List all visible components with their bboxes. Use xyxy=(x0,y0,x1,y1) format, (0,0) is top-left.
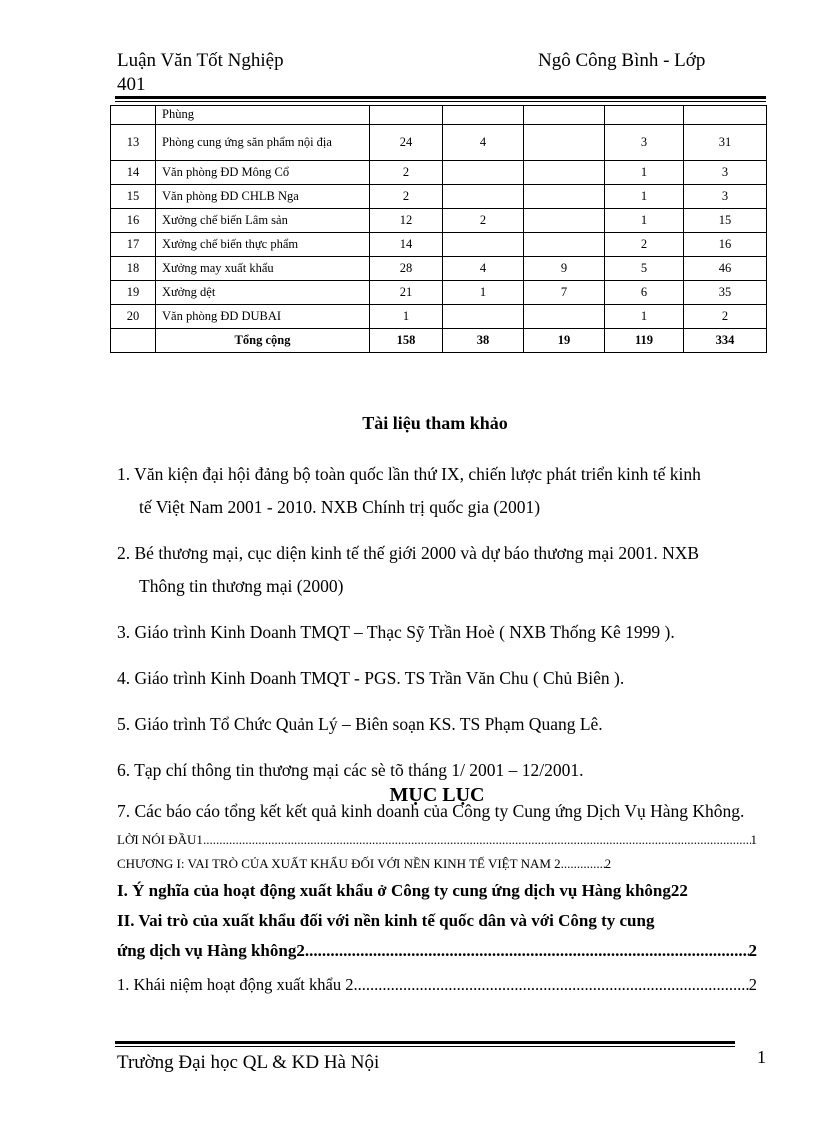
total-cell-label: Tổng cộng xyxy=(156,329,370,353)
table-row xyxy=(111,209,767,233)
table-cell-name: Văn phòng ĐD DUBAI xyxy=(156,305,370,329)
references-list xyxy=(117,458,757,835)
table-cell-c2: 4 xyxy=(443,125,524,161)
table-cell-c4: 3 xyxy=(605,125,684,161)
table-cell-c2: 2 xyxy=(443,209,524,233)
table-cell-c1: 28 xyxy=(370,257,443,281)
footer-school: Trường Đại học QL & KD Hà Nội xyxy=(117,1052,380,1073)
table-cell-no xyxy=(111,106,156,125)
table-cell-c3 xyxy=(524,161,605,185)
table-cell-no: 19 xyxy=(111,281,156,305)
toc-entry[interactable]: LỜI NÓI ĐẦU1 ..... 1 xyxy=(117,828,757,852)
header-left: Luận Văn Tốt Nghiệp xyxy=(117,50,284,71)
table-cell-name: Xưởng may xuất khẩu xyxy=(156,257,370,281)
reference-item: 4. Giáo trình Kinh Doanh TMQT - PGS. TS Trần Văn Chu ( Chủ Biên ). xyxy=(117,668,625,688)
table-cell-c1: 2 xyxy=(370,161,443,185)
table-cell-c4: 6 xyxy=(605,281,684,305)
table-cell-c4: 1 xyxy=(605,185,684,209)
table-cell-name: Phùng xyxy=(156,106,370,125)
table-row xyxy=(111,106,767,125)
toc-entry[interactable]: 1. Khái niệm hoạt động xuất khẩu 2 ..... 2 xyxy=(117,970,757,1000)
table-cell-no: 14 xyxy=(111,161,156,185)
table-total-row xyxy=(111,329,767,353)
staff-table xyxy=(110,105,767,353)
table-cell-name: Xưởng dệt xyxy=(156,281,370,305)
table-cell-total: 15 xyxy=(684,209,767,233)
table-cell-no: 17 xyxy=(111,233,156,257)
toc-entry-continued[interactable]: ứng dịch vụ Hàng không2 ..... 2 xyxy=(117,936,757,966)
toc-entry[interactable]: II. Vai trò của xuất khẩu đối với nền kinh tế quốc dân và với Công ty cung xyxy=(117,911,655,930)
table-row xyxy=(111,233,767,257)
table-cell-c1: 12 xyxy=(370,209,443,233)
table-cell-name: Văn phòng ĐD CHLB Nga xyxy=(156,185,370,209)
toc-entry[interactable]: I. Ý nghĩa của hoạt động xuất khẩu ở Công ty cung ứng dịch vụ Hàng không22 xyxy=(117,881,688,900)
table-cell-no: 13 xyxy=(111,125,156,161)
reference-item: 5. Giáo trình Tổ Chức Quản Lý – Biên soạn KS. TS Phạm Quang Lê. xyxy=(117,714,603,734)
table-cell-total: 46 xyxy=(684,257,767,281)
table-cell-c4: 1 xyxy=(605,209,684,233)
table-cell-total: 16 xyxy=(684,233,767,257)
table-cell-total: 35 xyxy=(684,281,767,305)
header-rule-thick xyxy=(115,96,766,99)
table-cell-c1 xyxy=(370,106,443,125)
table-cell-c4: 2 xyxy=(605,233,684,257)
table-cell-c3 xyxy=(524,233,605,257)
reference-item: 2. Bé thương mại, cục diện kinh tế thế giới 2000 và dự báo thương mại 2001. NXB Thông tin thương mại (2000) xyxy=(117,543,700,596)
table-cell-c1: 1 xyxy=(370,305,443,329)
table-cell-name: Văn phòng ĐD Mông Cổ xyxy=(156,161,370,185)
table-cell-total: 3 xyxy=(684,185,767,209)
table-cell-c1: 14 xyxy=(370,233,443,257)
table-cell-c3: 7 xyxy=(524,281,605,305)
table-cell-c3 xyxy=(524,209,605,233)
table-cell-c2: 4 xyxy=(443,257,524,281)
table-row xyxy=(111,125,767,161)
reference-item: 3. Giáo trình Kinh Doanh TMQT – Thạc Sỹ Trần Hoè ( NXB Thống Kê 1999 ). xyxy=(117,622,675,642)
total-cell-c3: 19 xyxy=(524,329,605,353)
header-rule-thin xyxy=(115,101,766,102)
total-cell-total: 334 xyxy=(684,329,767,353)
total-cell-c4: 119 xyxy=(605,329,684,353)
table-cell-total: 31 xyxy=(684,125,767,161)
table-row xyxy=(111,305,767,329)
reference-item: 7. Các báo cáo tổng kết kết quả kinh doanh của Công ty Cung ứng Dịch Vụ Hàng Không. xyxy=(117,801,745,821)
reference-item: 1. Văn kiện đại hội đảng bộ toàn quốc lần thứ IX, chiến lược phát triển kinh tế kinh tế Việt Nam 2001 - 2010. NXB Chính trị quốc gia (2001) xyxy=(117,464,701,517)
table-cell-c4: 1 xyxy=(605,161,684,185)
table-row xyxy=(111,185,767,209)
toc-title: MỤC LỤC xyxy=(389,784,485,806)
table-cell-c4 xyxy=(605,106,684,125)
table-cell-no: 15 xyxy=(111,185,156,209)
table-cell-c1: 21 xyxy=(370,281,443,305)
table-cell-total: 2 xyxy=(684,305,767,329)
table-row xyxy=(111,281,767,305)
table-cell-c2: 1 xyxy=(443,281,524,305)
total-cell-c2: 38 xyxy=(443,329,524,353)
table-cell-c2 xyxy=(443,161,524,185)
table-cell-c3 xyxy=(524,305,605,329)
table-cell-c3 xyxy=(524,106,605,125)
table-cell-name: Phòng cung ứng săn phẩm nội địa xyxy=(156,125,370,161)
table-cell-no: 18 xyxy=(111,257,156,281)
table-cell-total: 3 xyxy=(684,161,767,185)
references-title: Tài liệu tham khảo xyxy=(362,413,508,433)
header-line2: 401 xyxy=(117,74,146,95)
table-cell-no: 20 xyxy=(111,305,156,329)
table-cell-total xyxy=(684,106,767,125)
footer-rule-thin xyxy=(115,1046,735,1047)
table-cell-c1: 2 xyxy=(370,185,443,209)
total-cell-empty xyxy=(111,329,156,353)
table-cell-no: 16 xyxy=(111,209,156,233)
table-cell-c2 xyxy=(443,106,524,125)
reference-item: 6. Tạp chí thông tin thương mại các sè tõ tháng 1/ 2001 – 12/2001. xyxy=(117,760,584,780)
table-cell-c3 xyxy=(524,185,605,209)
table-row xyxy=(111,257,767,281)
table-cell-c4: 5 xyxy=(605,257,684,281)
footer-rule-thick xyxy=(115,1041,735,1044)
table-cell-c4: 1 xyxy=(605,305,684,329)
total-cell-c1: 158 xyxy=(370,329,443,353)
table-cell-name: Xưởng chế biến Lâm sản xyxy=(156,209,370,233)
table-cell-c3 xyxy=(524,125,605,161)
table-row xyxy=(111,161,767,185)
table-cell-c2 xyxy=(443,305,524,329)
table-cell-name: Xưởng chế biến thực phẩm xyxy=(156,233,370,257)
toc-entry[interactable]: CHƯƠNG I: VAI TRÒ CỦA XUẤT KHẨU ĐỐI VỚI NỀN KINH TẾ VIỆT NAM 2 ..... 2 xyxy=(117,852,757,876)
table-cell-c3: 9 xyxy=(524,257,605,281)
page-number: 1 xyxy=(757,1047,766,1067)
header-right: Ngô Công Bình - Lớp xyxy=(538,50,706,71)
table-cell-c2 xyxy=(443,185,524,209)
table-cell-c2 xyxy=(443,233,524,257)
table-of-contents xyxy=(117,828,757,1000)
table-cell-c1: 24 xyxy=(370,125,443,161)
